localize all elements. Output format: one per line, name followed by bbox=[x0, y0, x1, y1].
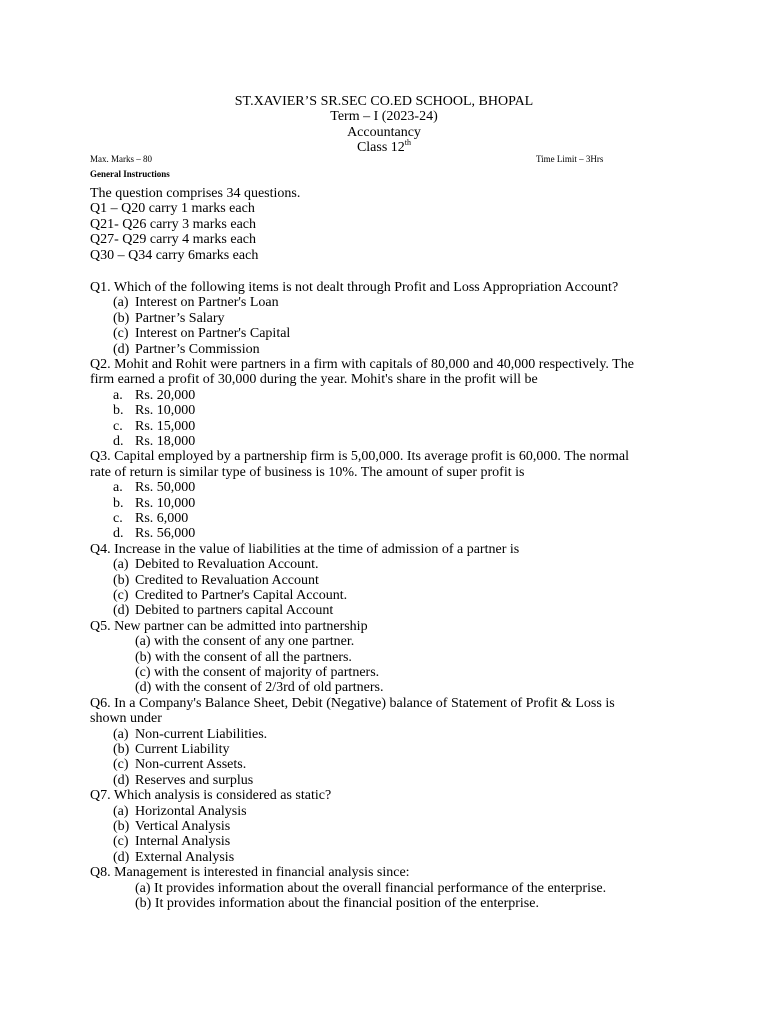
question-text: Q8. Management is interested in financial analysis since: bbox=[90, 865, 410, 881]
option-text: Non-current Assets. bbox=[135, 757, 247, 773]
option-marker: (a) bbox=[113, 295, 129, 311]
option-marker: a. bbox=[113, 387, 123, 403]
option-text: Credited to Revaluation Account bbox=[135, 572, 319, 588]
option-text: Rs. 10,000 bbox=[135, 495, 196, 511]
option-text: External Analysis bbox=[135, 849, 235, 865]
question-text: Q5. New partner can be admitted into partnership bbox=[90, 618, 368, 634]
question-text: Q2. Mohit and Rohit were partners in a firm with capitals of 80,000 and 40,000 respectively. The bbox=[90, 357, 634, 372]
option-marker: (c) bbox=[113, 834, 129, 850]
option-text: Debited to Revaluation Account. bbox=[135, 557, 319, 573]
question-text: rate of return is similar type of business is 10%. The amount of super profit is bbox=[90, 464, 525, 480]
option-text: Rs. 6,000 bbox=[135, 511, 189, 526]
question-text: firm earned a profit of 30,000 during the year. Mohit's share in the profit will be bbox=[90, 372, 538, 388]
option-text: Rs. 20,000 bbox=[135, 387, 196, 403]
option-marker: (a) bbox=[113, 803, 129, 819]
option-marker: (b) bbox=[113, 310, 130, 326]
option-marker: (b) bbox=[113, 572, 130, 588]
option-text: Debited to partners capital Account bbox=[135, 603, 334, 619]
option-marker: (d) bbox=[113, 341, 130, 357]
instruction-line: Q1 – Q20 carry 1 marks each bbox=[90, 201, 255, 217]
option-text: Rs. 10,000 bbox=[135, 403, 196, 419]
option-marker: a. bbox=[113, 480, 123, 496]
term-line: Term – I (2023-24) bbox=[330, 109, 438, 124]
option-marker: (d) bbox=[113, 603, 130, 619]
question-text: Q4. Increase in the value of liabilities at the time of admission of a partner is bbox=[90, 541, 520, 557]
instruction-line: The question comprises 34 questions. bbox=[90, 186, 301, 201]
option-text: Internal Analysis bbox=[135, 834, 231, 850]
option-text: Rs. 18,000 bbox=[135, 434, 196, 449]
option-text: Vertical Analysis bbox=[135, 819, 231, 834]
option-marker: b. bbox=[113, 495, 124, 511]
option-marker: (d) bbox=[113, 772, 130, 788]
option-text: Partner’s Salary bbox=[135, 310, 225, 326]
option-marker: d. bbox=[113, 434, 124, 449]
option-text: Rs. 50,000 bbox=[135, 480, 196, 496]
option-text: Partner’s Commission bbox=[135, 341, 260, 357]
option-text: (b) It provides information about the financial position of the enterprise. bbox=[135, 896, 539, 911]
option-text: (b) with the consent of all the partners. bbox=[135, 649, 352, 665]
option-marker: c. bbox=[113, 418, 123, 434]
question-text: Q1. Which of the following items is not dealt through Profit and Loss Appropriation Account? bbox=[90, 280, 619, 295]
option-marker: (c) bbox=[113, 326, 129, 342]
instruction-line: Q27- Q29 carry 4 marks each bbox=[90, 232, 256, 248]
general-instructions-heading: General Instructions bbox=[90, 169, 170, 179]
option-text: Current Liability bbox=[135, 742, 230, 757]
option-marker: (c) bbox=[113, 588, 129, 603]
option-text: (d) with the consent of 2/3rd of old partners. bbox=[135, 680, 384, 696]
option-text: (c) with the consent of majority of partners. bbox=[135, 665, 380, 680]
option-text: Rs. 15,000 bbox=[135, 418, 196, 434]
option-text: Reserves and surplus bbox=[135, 772, 254, 788]
option-text: Interest on Partner's Loan bbox=[135, 295, 279, 311]
subject-line: Accountancy bbox=[347, 125, 421, 140]
question-text: Q3. Capital employed by a partnership firm is 5,00,000. Its average profit is 60,000. The normal bbox=[90, 449, 630, 465]
option-text: Non-current Liabilities. bbox=[135, 726, 268, 742]
instruction-line: Q30 – Q34 carry 6marks each bbox=[90, 247, 259, 263]
option-text: Interest on Partner's Capital bbox=[135, 326, 291, 342]
instruction-line: Q21- Q26 carry 3 marks each bbox=[90, 216, 256, 232]
max-marks: Max. Marks – 80 bbox=[90, 154, 152, 164]
option-marker: c. bbox=[113, 511, 123, 526]
option-text: Horizontal Analysis bbox=[135, 803, 247, 819]
option-marker: (a) bbox=[113, 557, 129, 573]
option-text: (a) It provides information about the overall financial performance of the enterprise. bbox=[135, 880, 607, 896]
option-text: Credited to Partner's Capital Account. bbox=[135, 588, 348, 603]
class-label: Class 12 bbox=[356, 140, 405, 155]
school-name: ST.XAVIER’S SR.SEC CO.ED SCHOOL, BHOPAL bbox=[234, 94, 534, 109]
option-marker: (c) bbox=[113, 757, 129, 773]
option-marker: (b) bbox=[113, 819, 130, 834]
option-marker: (b) bbox=[113, 742, 130, 757]
option-marker: (d) bbox=[113, 849, 130, 865]
option-marker: b. bbox=[113, 403, 124, 419]
question-text: Q7. Which analysis is considered as static? bbox=[90, 788, 332, 804]
class-superscript: th bbox=[404, 138, 412, 147]
time-limit: Time Limit – 3Hrs bbox=[536, 154, 604, 164]
option-marker: (a) bbox=[113, 726, 129, 742]
option-marker: d. bbox=[113, 526, 124, 542]
question-text: Q6. In a Company's Balance Sheet, Debit (Negative) balance of Statement of Profit & Loss is bbox=[90, 695, 615, 711]
question-text: shown under bbox=[90, 711, 162, 727]
option-text: (a) with the consent of any one partner. bbox=[135, 634, 355, 650]
option-text: Rs. 56,000 bbox=[135, 526, 196, 542]
